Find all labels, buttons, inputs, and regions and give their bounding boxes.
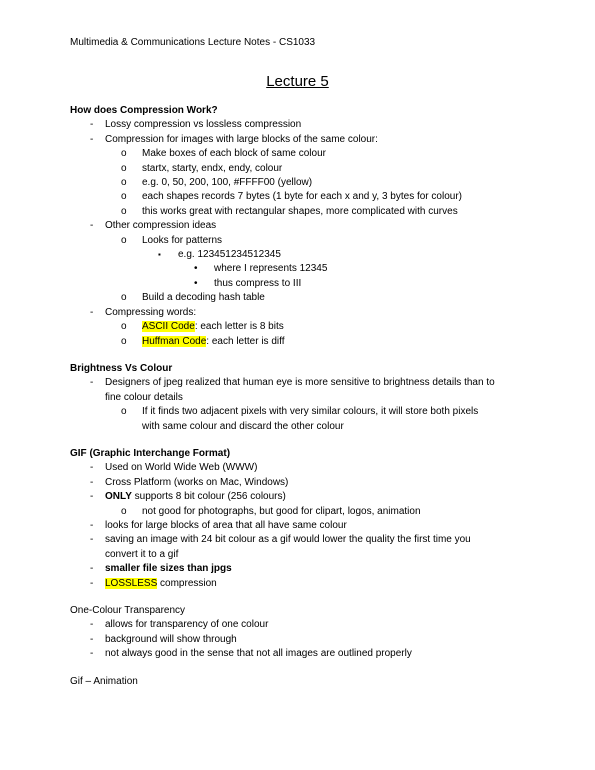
square-bullet-icon: ▪ [158, 250, 161, 260]
circle-bullet-icon: o [121, 234, 127, 246]
circle-bullet-icon: o [121, 148, 127, 160]
dash-marker: - [90, 577, 94, 589]
bold-term: smaller file sizes than jpgs [105, 563, 232, 575]
dash-marker: - [90, 220, 94, 232]
dash-marker: - [90, 119, 94, 131]
notes-body [70, 104, 540, 689]
list-item: o Make boxes of each block of same colour [70, 147, 540, 161]
list-item: - Compression for images with large blocks of the same colour: [70, 133, 540, 147]
highlighted-term: LOSSLESS [105, 577, 158, 589]
section-heading-compression: How does Compression Work? [70, 105, 218, 116]
list-item: o Looks for patterns [70, 234, 540, 248]
list-item: - Designers of jpeg realized that human eye is more sensitive to brightness details than to [70, 376, 540, 390]
dash-marker: - [90, 462, 94, 474]
list-item: ▪ e.g. 123451234512345 [70, 248, 540, 262]
page-header: Multimedia & Communications Lecture Notes - CS1033 [70, 37, 316, 48]
highlighted-term: Huffman Code [142, 335, 207, 347]
dash-marker: - [90, 563, 94, 575]
list-item: • thus compress to III [70, 277, 540, 291]
dash-marker: - [90, 633, 94, 645]
list-item: - background will show through [70, 633, 540, 647]
list-item: - allows for transparency of one colour [70, 618, 540, 632]
list-item: - Other compression ideas [70, 219, 540, 233]
list-item: - Compressing words: [70, 306, 540, 320]
list-item: - not always good in the sense that not all images are outlined properly [70, 647, 540, 661]
dash-marker: - [90, 619, 94, 631]
circle-bullet-icon: o [121, 406, 127, 418]
circle-bullet-icon: o [121, 505, 127, 517]
list-item: o ASCII Code: each letter is 8 bits [70, 320, 540, 334]
section-heading-gif: GIF (Graphic Interchange Format) [70, 447, 231, 459]
list-item: o not good for photographs, but good for clipart, logos, animation [70, 505, 540, 519]
circle-bullet-icon: o [121, 321, 127, 333]
list-item-continuation: convert it to a gif [105, 548, 179, 560]
section-heading-brightness: Brightness Vs Colour [70, 362, 173, 374]
page-title: Lecture 5 [266, 73, 329, 90]
list-item-continuation: fine colour details [105, 391, 183, 403]
dash-marker: - [90, 519, 94, 531]
list-item: - saving an image with 24 bit colour as a gif would lower the quality the first time you [70, 533, 540, 547]
list-item: o Huffman Code: each letter is diff [70, 335, 540, 349]
dash-marker: - [90, 133, 94, 145]
dot-bullet-icon: • [194, 277, 198, 289]
circle-bullet-icon: o [121, 177, 127, 189]
list-item: o each shapes records 7 bytes (1 byte for each x and y, 3 bytes for colour) [70, 190, 540, 204]
list-item: - Lossy compression vs lossless compression [70, 118, 540, 132]
list-item: o If it finds two adjacent pixels with very similar colours, it will store both pixels [70, 405, 540, 419]
circle-bullet-icon: o [121, 335, 127, 347]
list-item: - Used on World Wide Web (WWW) [70, 461, 540, 475]
circle-bullet-icon: o [121, 292, 127, 304]
list-item: o Build a decoding hash table [70, 291, 540, 305]
list-item-continuation: with same colour and discard the other colour [142, 420, 344, 432]
list-item: - Cross Platform (works on Mac, Windows) [70, 476, 540, 490]
dot-bullet-icon: • [194, 263, 198, 275]
bold-term: ONLY [105, 491, 132, 503]
dash-marker: - [90, 491, 94, 503]
circle-bullet-icon: o [121, 191, 127, 203]
list-item: o startx, starty, endx, endy, colour [70, 162, 540, 176]
dash-marker: - [90, 648, 94, 660]
section-heading-transparency: One-Colour Transparency [70, 605, 186, 616]
section-heading-animation: Gif – Animation [70, 675, 138, 687]
dash-marker: - [90, 306, 94, 318]
list-item: - LOSSLESS compression [70, 577, 540, 591]
list-item [70, 562, 540, 576]
list-item: - ONLY supports 8 bit colour (256 colours) [70, 490, 540, 504]
dash-marker: - [90, 377, 94, 389]
highlighted-term: ASCII Code [142, 321, 195, 333]
dash-marker: - [90, 476, 94, 488]
circle-bullet-icon: o [121, 205, 127, 217]
circle-bullet-icon: o [121, 162, 127, 174]
dash-marker: - [90, 534, 94, 546]
list-item: - looks for large blocks of area that all have same colour [70, 519, 540, 533]
list-item: o e.g. 0, 50, 200, 100, #FFFF00 (yellow) [70, 176, 540, 190]
list-item: o this works great with rectangular shapes, more complicated with curves [70, 205, 540, 219]
list-item: • where I represents 12345 [70, 262, 540, 276]
